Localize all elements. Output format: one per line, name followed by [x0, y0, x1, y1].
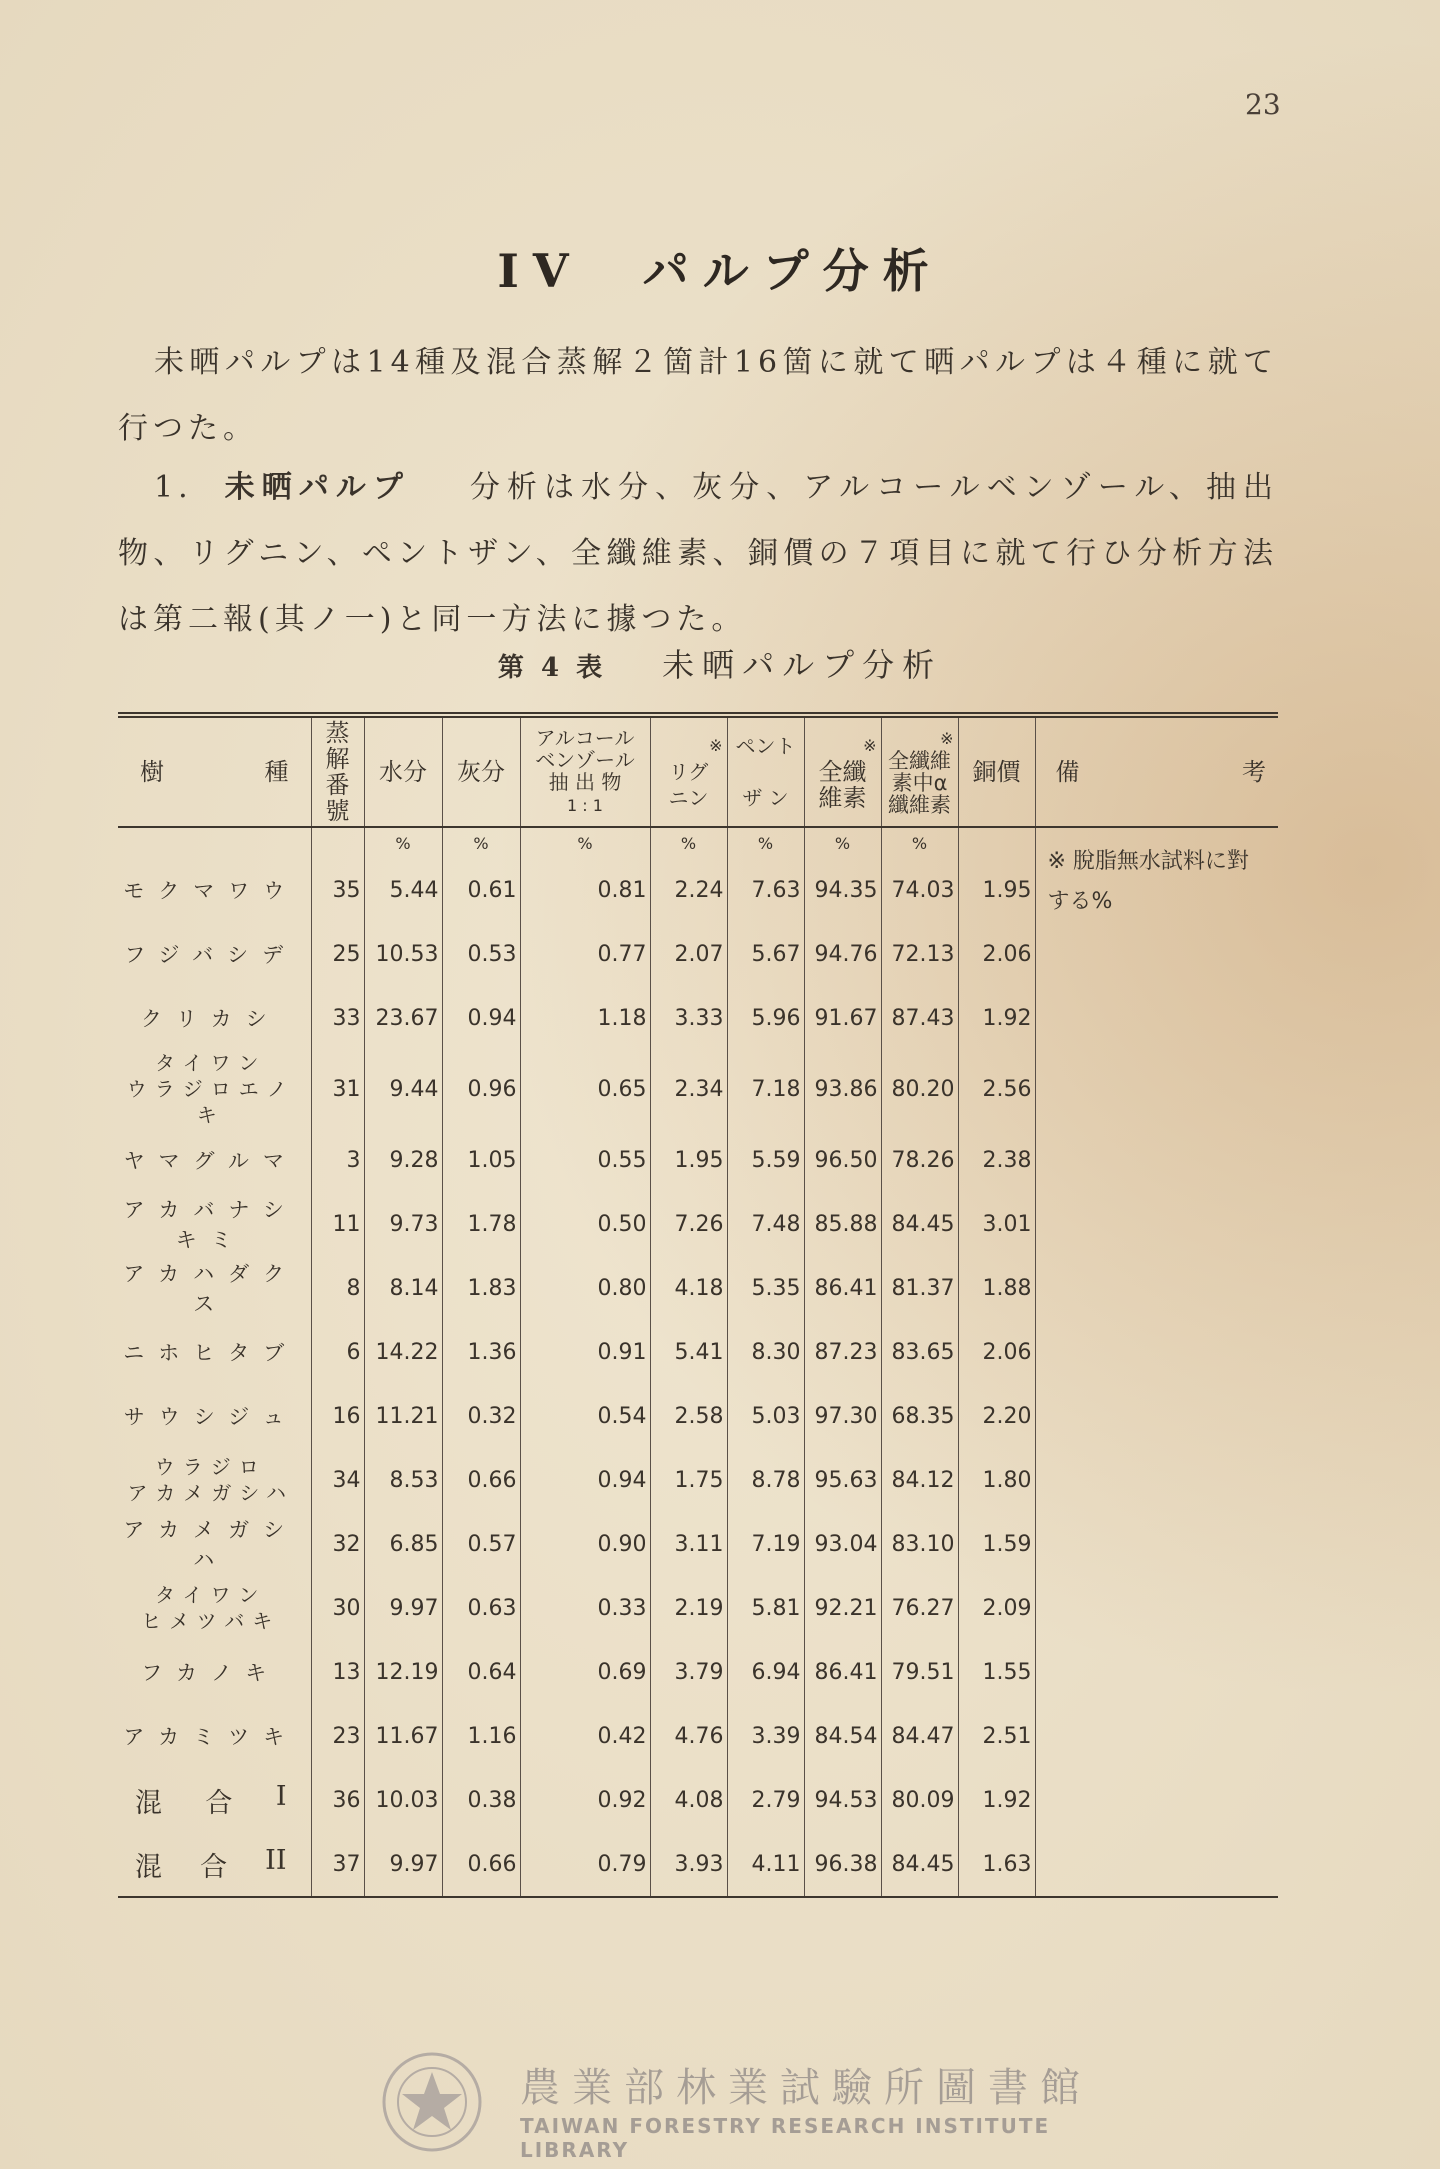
cell-alpha: 84.45 — [881, 1192, 958, 1256]
header-total-cellulose: ※ 全纖 維素 — [804, 715, 881, 827]
header-ash: 灰分 — [442, 715, 520, 827]
cell-moisture: 9.28 — [364, 1128, 442, 1192]
cell-lignin: 1.75 — [650, 1448, 727, 1512]
cell-lignin: 3.33 — [650, 986, 727, 1050]
cell-lignin: 3.79 — [650, 1640, 727, 1704]
chapter-roman: IV — [497, 244, 583, 298]
header-batch: 蒸解 番號 — [311, 715, 364, 827]
cell-lignin: 2.07 — [650, 922, 727, 986]
cell-cellulose: 86.41 — [804, 1256, 881, 1320]
cell-pentosan: 6.94 — [727, 1640, 804, 1704]
cell-extract: 0.55 — [520, 1128, 650, 1192]
cell-cellulose: 94.53 — [804, 1768, 881, 1832]
species-name: ヤマグルマ — [123, 1149, 298, 1173]
section-body: 分析は水分、灰分、アルコールベンゾール、抽出物、リグニン、ペントザン、全纖維素、銅價の７項目に就て行ひ分析方法は第二報(其ノ一)と同一方法に據つた。 — [118, 470, 1279, 637]
cell-ash: 0.63 — [442, 1576, 520, 1640]
header-alpha-cellulose: ※ 全纖維 素中α 纖維素 — [881, 715, 958, 827]
cell-alpha: 83.10 — [881, 1512, 958, 1576]
header-lignin: ※ リグ ニン — [650, 715, 727, 827]
cell-extract: 0.77 — [520, 922, 650, 986]
cell-ash: 0.94 — [442, 986, 520, 1050]
cell-alpha: 87.43 — [881, 986, 958, 1050]
cell-batch: 3 — [311, 1128, 364, 1192]
cell-ash: 0.66 — [442, 1448, 520, 1512]
cell-cellulose: 97.30 — [804, 1384, 881, 1448]
cell-batch: 11 — [311, 1192, 364, 1256]
species-name: ウラジロ アカメガシハ — [127, 1455, 294, 1505]
cell-alpha: 78.26 — [881, 1128, 958, 1192]
cell-lignin: 2.34 — [650, 1050, 727, 1128]
species-name: フカノキ — [141, 1661, 281, 1685]
cell-alpha: 76.27 — [881, 1576, 958, 1640]
cell-ash: 1.83 — [442, 1256, 520, 1320]
section-heading: 未晒パルプ — [222, 470, 410, 505]
cell-batch: 13 — [311, 1640, 364, 1704]
unit-cell: % — [881, 827, 958, 858]
cell-lignin: 4.08 — [650, 1768, 727, 1832]
cell-batch: 37 — [311, 1832, 364, 1897]
page-number: 23 — [1245, 88, 1281, 121]
cell-copper: 3.01 — [958, 1192, 1035, 1256]
cell-copper: 2.38 — [958, 1128, 1035, 1192]
cell-batch: 33 — [311, 986, 364, 1050]
cell-ash: 0.61 — [442, 858, 520, 922]
cell-moisture: 9.97 — [364, 1832, 442, 1897]
cell-batch: 35 — [311, 858, 364, 922]
cell-extract: 0.91 — [520, 1320, 650, 1384]
cell-alpha: 84.12 — [881, 1448, 958, 1512]
cell-pentosan: 5.35 — [727, 1256, 804, 1320]
cell-pentosan: 5.81 — [727, 1576, 804, 1640]
cell-ash: 0.38 — [442, 1768, 520, 1832]
unit-cell: % — [442, 827, 520, 858]
cell-lignin: 3.93 — [650, 1832, 727, 1897]
cell-lignin: 2.58 — [650, 1384, 727, 1448]
cell-pentosan: 5.03 — [727, 1384, 804, 1448]
cell-alpha: 68.35 — [881, 1384, 958, 1448]
table-title: 未晒パルプ分析 — [662, 646, 943, 684]
cell-lignin: 2.19 — [650, 1576, 727, 1640]
cell-pentosan: 5.67 — [727, 922, 804, 986]
cell-extract: 0.50 — [520, 1192, 650, 1256]
cell-moisture: 12.19 — [364, 1640, 442, 1704]
cell-extract: 0.94 — [520, 1448, 650, 1512]
cell-extract: 0.54 — [520, 1384, 650, 1448]
cell-copper: 2.06 — [958, 1320, 1035, 1384]
section-paragraph — [118, 455, 1278, 653]
species-name: タイワン ウラジロエノキ — [126, 1051, 295, 1127]
cell-moisture: 9.44 — [364, 1050, 442, 1128]
cell-moisture: 5.44 — [364, 858, 442, 922]
cell-cellulose: 94.76 — [804, 922, 881, 986]
cell-extract: 0.80 — [520, 1256, 650, 1320]
species-name: 混 合 II — [135, 1844, 287, 1883]
cell-extract: 0.69 — [520, 1640, 650, 1704]
species-name: アカハダクス — [123, 1262, 299, 1316]
cell-pentosan: 7.48 — [727, 1192, 804, 1256]
species-name: アカミツキ — [123, 1725, 299, 1749]
cell-lignin: 3.11 — [650, 1512, 727, 1576]
cell-ash: 1.16 — [442, 1704, 520, 1768]
header-remarks: 備 考 — [1035, 715, 1278, 827]
cell-batch: 36 — [311, 1768, 364, 1832]
header-moisture: 水分 — [364, 715, 442, 827]
cell-moisture: 14.22 — [364, 1320, 442, 1384]
unit-cell: % — [804, 827, 881, 858]
cell-lignin: 5.41 — [650, 1320, 727, 1384]
unit-row — [118, 827, 1278, 858]
cell-copper: 2.09 — [958, 1576, 1035, 1640]
cell-batch: 31 — [311, 1050, 364, 1128]
species-name: サウシジュ — [123, 1405, 298, 1429]
species-name: アカバナシキミ — [123, 1198, 298, 1252]
intro-paragraph: 未晒パルプは14種及混合蒸解２箇計16箇に就て晒パルプは４種に就て行つた。 — [118, 345, 1278, 446]
cell-batch: 16 — [311, 1384, 364, 1448]
cell-cellulose: 84.54 — [804, 1704, 881, 1768]
cell-batch: 30 — [311, 1576, 364, 1640]
cell-cellulose: 93.04 — [804, 1512, 881, 1576]
chapter-heading: パルプ分析 — [642, 244, 943, 298]
cell-pentosan: 4.11 — [727, 1832, 804, 1897]
cell-pentosan: 8.78 — [727, 1448, 804, 1512]
cell-copper: 1.59 — [958, 1512, 1035, 1576]
cell-extract: 0.92 — [520, 1768, 650, 1832]
cell-cellulose: 91.67 — [804, 986, 881, 1050]
cell-lignin: 4.18 — [650, 1256, 727, 1320]
unit-cell: % — [727, 827, 804, 858]
header-pentosan: ペント ザ ン — [727, 715, 804, 827]
cell-copper: 1.55 — [958, 1640, 1035, 1704]
cell-moisture: 10.53 — [364, 922, 442, 986]
cell-extract: 0.42 — [520, 1704, 650, 1768]
cell-moisture: 9.73 — [364, 1192, 442, 1256]
header-copper-number: 銅價 — [958, 715, 1035, 827]
cell-batch: 23 — [311, 1704, 364, 1768]
table-caption — [0, 640, 1440, 686]
species-name: タイワン ヒメツバキ — [141, 1583, 281, 1633]
cell-cellulose: 94.35 — [804, 858, 881, 922]
species-name: アカメガシハ — [123, 1518, 299, 1572]
cell-extract: 1.18 — [520, 986, 650, 1050]
cell-cellulose: 96.38 — [804, 1832, 881, 1897]
cell-pentosan: 7.19 — [727, 1512, 804, 1576]
cell-alpha: 72.13 — [881, 922, 958, 986]
cell-cellulose: 96.50 — [804, 1128, 881, 1192]
library-name-chinese: 農業部林業試驗所圖書館 — [520, 2065, 1092, 2111]
table-number: 第 4 表 — [497, 653, 607, 683]
cell-moisture: 23.67 — [364, 986, 442, 1050]
cell-ash: 0.57 — [442, 1512, 520, 1576]
cell-extract: 0.79 — [520, 1832, 650, 1897]
cell-pentosan: 3.39 — [727, 1704, 804, 1768]
cell-copper: 2.06 — [958, 922, 1035, 986]
cell-cellulose: 86.41 — [804, 1640, 881, 1704]
cell-pentosan: 7.18 — [727, 1050, 804, 1128]
cell-alpha: 84.45 — [881, 1832, 958, 1897]
cell-copper: 1.92 — [958, 986, 1035, 1050]
header-species: 樹 種 — [118, 715, 311, 827]
cell-ash: 0.64 — [442, 1640, 520, 1704]
cell-cellulose: 93.86 — [804, 1050, 881, 1128]
cell-alpha: 80.20 — [881, 1050, 958, 1128]
cell-copper: 1.88 — [958, 1256, 1035, 1320]
pulp-analysis-table — [118, 712, 1278, 1898]
library-seal-icon — [380, 2050, 484, 2154]
cell-copper: 2.20 — [958, 1384, 1035, 1448]
species-name: フジバシデ — [124, 943, 298, 967]
cell-extract: 0.81 — [520, 858, 650, 922]
cell-lignin: 7.26 — [650, 1192, 727, 1256]
remarks-note: ※ 脫脂無水試料に對する% — [1035, 827, 1278, 1897]
cell-extract: 0.65 — [520, 1050, 650, 1128]
cell-moisture: 8.14 — [364, 1256, 442, 1320]
cell-pentosan: 7.63 — [727, 858, 804, 922]
species-name: ニホヒタブ — [123, 1341, 299, 1365]
cell-cellulose: 87.23 — [804, 1320, 881, 1384]
cell-batch: 6 — [311, 1320, 364, 1384]
header-alcohol-benzene-extract: アルコール ベンゾール 抽 出 物 1 : 1 — [520, 715, 650, 827]
library-name-english: TAIWAN FORESTRY RESEARCH INSTITUTE LIBRARY — [520, 2114, 1051, 2162]
cell-alpha: 74.03 — [881, 858, 958, 922]
cell-copper: 1.92 — [958, 1768, 1035, 1832]
cell-ash: 1.78 — [442, 1192, 520, 1256]
cell-moisture: 10.03 — [364, 1768, 442, 1832]
cell-alpha: 80.09 — [881, 1768, 958, 1832]
cell-lignin: 4.76 — [650, 1704, 727, 1768]
cell-batch: 32 — [311, 1512, 364, 1576]
cell-pentosan: 5.59 — [727, 1128, 804, 1192]
cell-lignin: 2.24 — [650, 858, 727, 922]
cell-pentosan: 8.30 — [727, 1320, 804, 1384]
cell-batch: 8 — [311, 1256, 364, 1320]
cell-cellulose: 85.88 — [804, 1192, 881, 1256]
cell-copper: 1.95 — [958, 858, 1035, 922]
cell-moisture: 8.53 — [364, 1448, 442, 1512]
species-name: モクマワウ — [123, 879, 299, 903]
cell-extract: 0.33 — [520, 1576, 650, 1640]
chapter-title — [0, 235, 1440, 301]
cell-alpha: 84.47 — [881, 1704, 958, 1768]
cell-pentosan: 2.79 — [727, 1768, 804, 1832]
cell-ash: 1.36 — [442, 1320, 520, 1384]
unit-cell: % — [364, 827, 442, 858]
species-name: クリカシ — [140, 1007, 281, 1031]
cell-copper: 2.51 — [958, 1704, 1035, 1768]
species-name: 混 合 I — [135, 1780, 287, 1819]
cell-ash: 0.53 — [442, 922, 520, 986]
cell-batch: 25 — [311, 922, 364, 986]
cell-alpha: 83.65 — [881, 1320, 958, 1384]
cell-moisture: 11.21 — [364, 1384, 442, 1448]
cell-alpha: 79.51 — [881, 1640, 958, 1704]
cell-copper: 1.80 — [958, 1448, 1035, 1512]
unit-cell: % — [520, 827, 650, 858]
cell-copper: 2.56 — [958, 1050, 1035, 1128]
cell-batch: 34 — [311, 1448, 364, 1512]
cell-ash: 1.05 — [442, 1128, 520, 1192]
cell-ash: 0.32 — [442, 1384, 520, 1448]
unit-cell: % — [650, 827, 727, 858]
cell-ash: 0.96 — [442, 1050, 520, 1128]
cell-copper: 1.63 — [958, 1832, 1035, 1897]
cell-moisture: 6.85 — [364, 1512, 442, 1576]
cell-lignin: 1.95 — [650, 1128, 727, 1192]
cell-ash: 0.66 — [442, 1832, 520, 1897]
library-watermark — [370, 2050, 1110, 2162]
cell-alpha: 81.37 — [881, 1256, 958, 1320]
cell-moisture: 9.97 — [364, 1576, 442, 1640]
cell-extract: 0.90 — [520, 1512, 650, 1576]
cell-moisture: 11.67 — [364, 1704, 442, 1768]
cell-pentosan: 5.96 — [727, 986, 804, 1050]
section-number: 1. — [154, 470, 193, 505]
cell-cellulose: 92.21 — [804, 1576, 881, 1640]
cell-cellulose: 95.63 — [804, 1448, 881, 1512]
table-header-row — [118, 715, 1278, 827]
